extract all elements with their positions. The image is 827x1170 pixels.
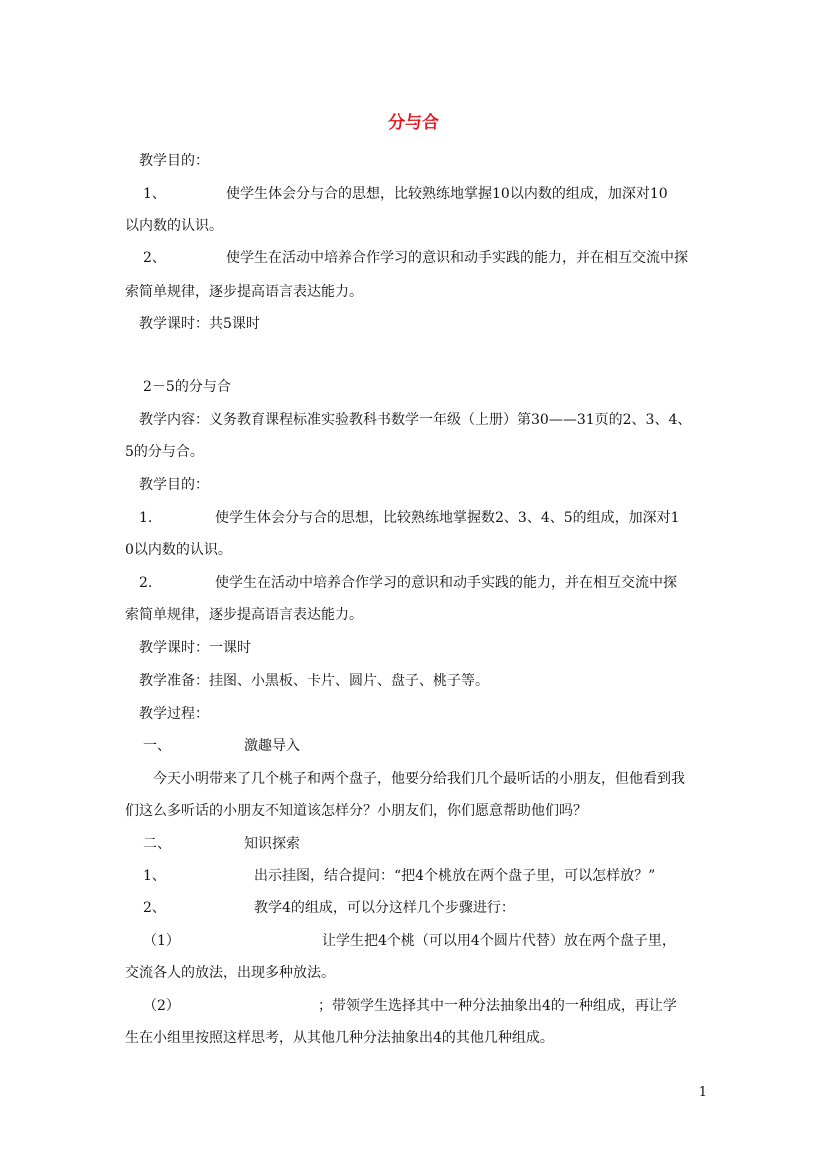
- paragraph-line: 教学4的组成，可以分这样几个步骤进行：: [254, 900, 515, 916]
- paragraph-line: ；带领学生选择其中一种分法抽象出4的一种组成，再让学: [318, 998, 677, 1014]
- paragraph-line: 以内数的认识。: [125, 218, 223, 234]
- list-marker: 2、: [143, 900, 166, 916]
- list-marker: 1.: [139, 510, 153, 526]
- paragraph-line: 使学生在活动中培养合作学习的意识和动手实践的能力，并在相互交流中探: [226, 250, 688, 266]
- goal-heading: 教学目的：: [139, 153, 209, 169]
- list-marker: 2.: [139, 575, 153, 591]
- paragraph-line: 使学生体会分与合的思想，比较熟练地掌握10以内数的组成，加深对10: [226, 186, 668, 202]
- process-heading: 教学过程：: [139, 706, 209, 722]
- list-marker: （2）: [143, 998, 180, 1014]
- paragraph-line: 让学生把4个桃（可以用4个圆片代替）放在两个盘子里，: [322, 933, 676, 949]
- teaching-hours: 教学课时：一课时: [139, 640, 251, 656]
- list-marker: 2、: [143, 250, 166, 266]
- goal-heading: 教学目的：: [139, 477, 209, 493]
- teaching-prep: 教学准备：挂图、小黑板、卡片、圆片、盘子、桃子等。: [139, 673, 489, 689]
- paragraph-line: 索简单规律，逐步提高语言表达能力。: [125, 607, 363, 623]
- list-marker: 一、: [143, 738, 171, 754]
- section-subtitle: 2－5的分与合: [143, 379, 231, 395]
- paragraph-line: 5的分与合。: [125, 444, 204, 460]
- paragraph-line: 使学生体会分与合的思想，比较熟练地掌握数2、3、4、5的组成，加深对1: [215, 510, 680, 526]
- step-title: 知识探索: [244, 836, 300, 852]
- list-marker: 二、: [143, 836, 171, 852]
- paragraph-line: 教学内容：义务教育课程标准实验教科书数学一年级（上册）第30——31页的2、3、4、: [139, 412, 692, 428]
- document-title: 分与合: [388, 113, 439, 133]
- paragraph-line: 们这么多听话的小朋友不知道该怎样分？小朋友们，你们愿意帮助他们吗？: [125, 803, 587, 819]
- paragraph-line: 交流各人的放法，出现多种放法。: [125, 965, 335, 981]
- list-marker: （1）: [143, 933, 180, 949]
- paragraph-line: 索简单规律，逐步提高语言表达能力。: [125, 284, 363, 300]
- paragraph-line: 0以内数的认识。: [125, 542, 232, 558]
- paragraph-line: 生在小组里按照这样思考，从其他几种分法抽象出4的其他几种组成。: [125, 1030, 554, 1046]
- teaching-hours: 教学课时：共5课时: [139, 316, 260, 332]
- list-marker: 1、: [143, 868, 166, 884]
- step-title: 激趣导入: [244, 738, 300, 754]
- paragraph-line: 出示挂图，结合提问：“把4个桃放在两个盘子里，可以怎样放？”: [254, 868, 656, 884]
- list-marker: 1、: [143, 186, 166, 202]
- paragraph-line: 今天小明带来了几个桃子和两个盘子，他要分给我们几个最听话的小朋友，但他看到我: [153, 771, 685, 787]
- paragraph-line: 使学生在活动中培养合作学习的意识和动手实践的能力，并在相互交流中探: [215, 575, 677, 591]
- page-number: 1: [698, 1085, 707, 1100]
